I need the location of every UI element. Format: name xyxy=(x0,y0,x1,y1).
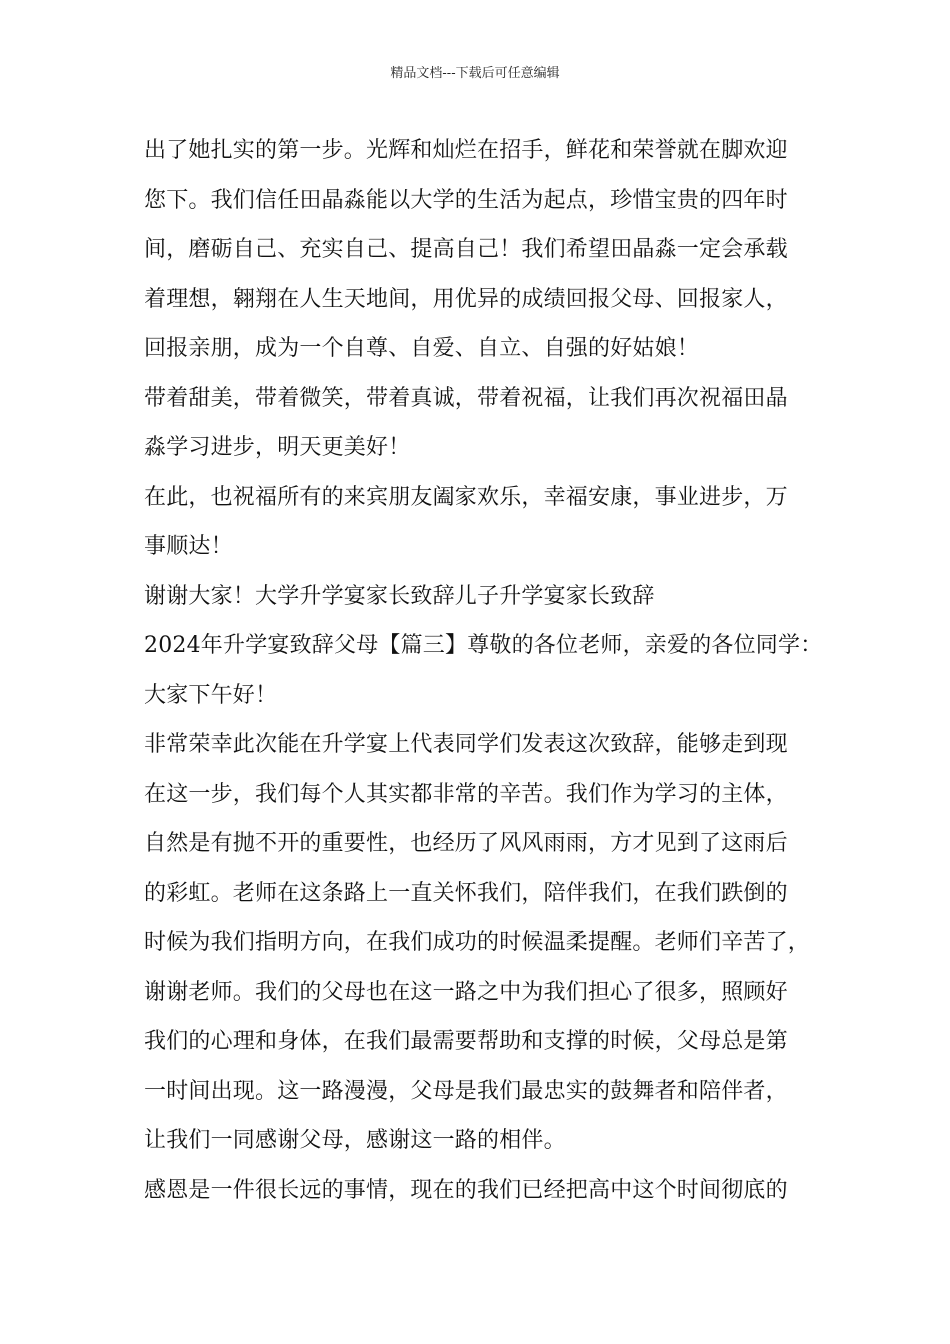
text-line: 让我们一同感谢父母，感谢这一路的相伴。 xyxy=(144,1128,566,1153)
text-line: 一时间出现。这一路漫漫，父母是我们最忠实的鼓舞者和陪伴者， xyxy=(144,1078,788,1104)
text-line: 谢谢大家！大学升学宴家长致辞儿子升学宴家长致辞 xyxy=(144,583,655,609)
text-line: 淼学习进步，明天更美好！ xyxy=(144,435,411,460)
document-body xyxy=(144,126,824,1215)
text-line: 您下。我们信任田晶淼能以大学的生活为起点，珍惜宝贵的四年时 xyxy=(144,187,788,213)
text-line: 回报亲朋，成为一个自尊、自爱、自立、自强的好姑娘！ xyxy=(144,336,700,361)
text-line: 自然是有抛不开的重要性，也经历了风风雨雨，方才见到了这雨后 xyxy=(144,831,788,856)
text-line: 着理想，翱翔在人生天地间，用优异的成绩回报父母、回报家人， xyxy=(144,286,788,312)
text-line: 谢谢老师。我们的父母也在这一路之中为我们担心了很多，照顾好 xyxy=(144,979,788,1005)
text-line: 感恩是一件很长远的事情，现在的我们已经把高中这个时间彻底的 xyxy=(144,1177,788,1203)
text-line: 非常荣幸此次能在升学宴上代表同学们发表这次致辞，能够走到现 xyxy=(144,732,788,757)
text-line: 在这一步，我们每个人其实都非常的辛苦。我们作为学习的主体， xyxy=(144,781,788,807)
text-line: 大家下午好！ xyxy=(144,682,278,708)
text-line: 出了她扎实的第一步。光辉和灿烂在招手，鲜花和荣誉就在脚欢迎 xyxy=(144,138,788,163)
text-line: 带着甜美，带着微笑，带着真诚，带着祝福，让我们再次祝福田晶 xyxy=(144,385,788,411)
text-line: 时候为我们指明方向，在我们成功的时候温柔提醒。老师们辛苦了， xyxy=(144,930,811,955)
text-line: 2024年升学宴致辞父母【篇三】尊敬的各位老师，亲爱的各位同学： xyxy=(144,633,823,658)
text-line: 在此，也祝福所有的来宾朋友阖家欢乐，幸福安康，事业进步，万 xyxy=(144,484,788,510)
text-line: 间，磨砺自己、充实自己、提高自己！我们希望田晶淼一定会承载 xyxy=(144,237,788,262)
page-header: 精品文档---下载后可任意编辑 xyxy=(390,66,560,81)
text-line: 的彩虹。老师在这条路上一直关怀我们，陪伴我们，在我们跌倒的 xyxy=(144,880,788,906)
text-line: 我们的心理和身体，在我们最需要帮助和支撑的时候，父母总是第 xyxy=(144,1029,788,1054)
text-line: 事顺达！ xyxy=(144,534,233,559)
